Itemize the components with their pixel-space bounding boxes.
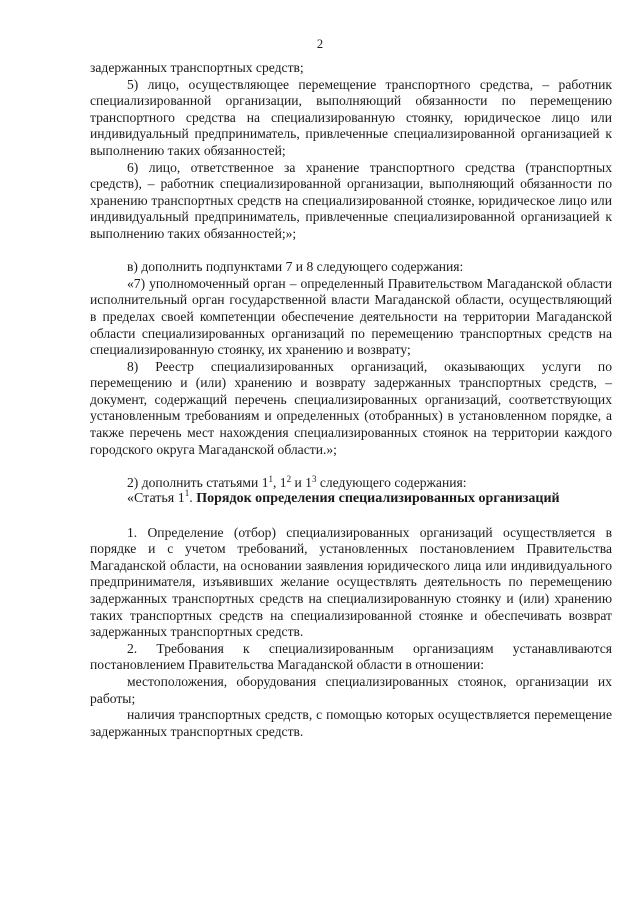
paragraph-item-8: 8) Реестр специализированных организаций, оказывающих услуги по перемещению и (или) хранению и возврату задержанных транспортных средств, – документ, содержащий перечень специализированных организаций, соответствующих установленным требованиям и определенных (отобранных) в установленном порядке, а также перечень мест нахождения специализированных стоянок на территории каждого городского округа Магаданской области.»; [90, 358, 612, 457]
paragraph-continuation: задержанных транспортных средств; [90, 60, 304, 75]
spacer [90, 458, 612, 475]
item-2-text: , 1 [273, 474, 287, 490]
superscript: 1 [268, 473, 273, 484]
paragraph-article-point-1: 1. Определение (отбор) специализированных организаций осуществляется в порядке и с учетом требований, установленных постановлением Правительства Магаданской области, на основании заявления юридического лица или индивидуального предпринимателя, изъявивших желание осуществлять деятельность по перемещению задержанных транспортных средств на специализированную стоянку и (или) хранению таких транспортных средств на специализированной стоянке и обеспечивать возврат задержанных транспортных средств. [90, 524, 612, 640]
paragraph-item-5: 5) лицо, осуществляющее перемещение транспортного средства, – работник специализированной организации, выполняющий обязанности по перемещению транспортного средства на специализированную стоянку, юридическое лицо или индивидуальный предприниматель, привлеченные специализированной организацией к выполнению таких обязанностей; [90, 76, 612, 158]
paragraph-article-point-2: 2. Требования к специализированным организациям устанавливаются постановлением Правительства Магаданской области в отношении: [90, 640, 612, 673]
paragraph-item-7: «7) уполномоченный орган – определенный Правительством Магаданской области исполнительный орган государственной власти Магаданской области, осуществляющий в пределах своей компетенции обеспечение деятельности на территории Магаданской области специализированных организаций по перемещению транспортных средств на специализированную стоянку, их хранению и возврату; [90, 275, 612, 358]
item-2-text: следующего содержания: [316, 474, 467, 490]
document-body [90, 60, 612, 740]
article-label: «Статья 1 [127, 491, 185, 507]
superscript: 1 [184, 488, 190, 499]
paragraph-article-point-2a: местоположения, оборудования специализированных стоянок, организации их работы; [90, 673, 612, 706]
paragraph-item-6: 6) лицо, ответственное за хранение транспортного средства (транспортных средств), – работник специализированной организации, выполняющий обязанности по хранению транспортных средств на специализированной стоянке, юридическое лицо или индивидуальный предприниматель, привлеченные специализированной организацией к выполнению таких обязанностей;»; [90, 159, 612, 241]
article-title: Порядок определения специализированных организаций [196, 491, 560, 507]
paragraph-article-point-2b: наличия транспортных средств, с помощью которых осуществляется перемещение задержанных транспортных средств. [90, 707, 612, 739]
paragraph-subpoint-v: в) дополнить подпунктами 7 и 8 следующего содержания: [127, 259, 464, 275]
article-label: . [189, 491, 197, 507]
item-2-text: 2) дополнить статьями 1 [127, 474, 269, 490]
superscript: 2 [286, 473, 292, 484]
item-2-text: и 1 [291, 474, 312, 490]
spacer [90, 243, 612, 260]
page-number: 2 [316, 37, 324, 51]
superscript: 3 [311, 473, 317, 484]
spacer [90, 508, 612, 525]
article-heading [90, 488, 612, 508]
paragraph-item-2 [90, 475, 612, 492]
